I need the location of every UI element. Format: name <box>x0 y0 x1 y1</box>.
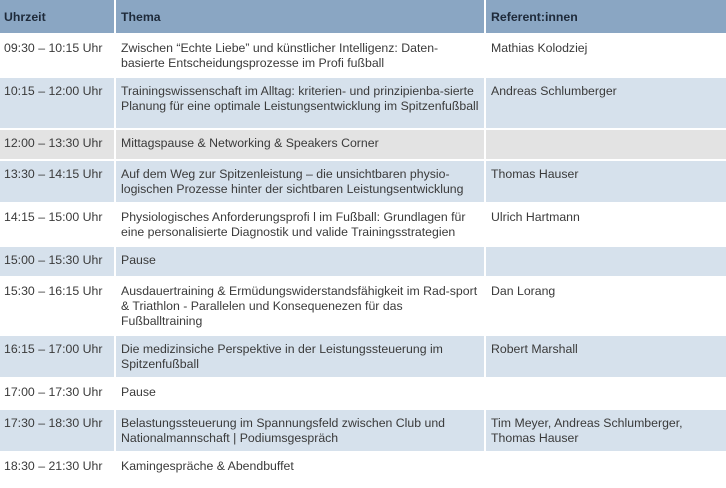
time-cell: 15:30 – 16:15 Uhr <box>0 278 116 336</box>
speaker-cell: Dan Lorang <box>486 278 726 336</box>
table-row <box>0 278 726 336</box>
speaker-cell: Thomas Hauser <box>486 161 726 204</box>
speaker-cell: Robert Marshall <box>486 336 726 379</box>
speaker-cell: Mathias Kolodziej <box>486 35 726 78</box>
topic-cell: Zwischen “Echte Liebe” und künstlicher Intelligenz: Daten-basierte Entscheidungsprozesse im Profi fußball <box>116 35 486 78</box>
topic-cell: Trainingswissenschaft im Alltag: kriterien- und prinzipienba-sierte Planung für eine optimale Leistungsentwicklung im Spitzenfußball <box>116 78 486 130</box>
table-body <box>0 35 726 484</box>
topic-cell: Auf dem Weg zur Spitzenleistung – die unsichtbaren physio-logischen Prozesse hinter der sichtbaren Leistungsentwicklung <box>116 161 486 204</box>
topic-cell: Physiologisches Anforderungsprofi l im Fußball: Grundlagen für eine personalisierte Diagnostik und valide Trainingsstrategien <box>116 204 486 247</box>
topic-cell: Ausdauertraining & Ermüdungswiderstandsfähigkeit im Rad-sport & Triathlon - Parallelen und Konsequenezen für das Fußballtraining <box>116 278 486 336</box>
time-cell: 17:00 – 17:30 Uhr <box>0 379 116 410</box>
speaker-cell <box>486 453 726 484</box>
table-row <box>0 379 726 410</box>
time-cell: 15:00 – 15:30 Uhr <box>0 247 116 278</box>
speaker-cell <box>486 379 726 410</box>
topic-cell: Mittagspause & Networking & Speakers Corner <box>116 130 486 161</box>
table-row <box>0 35 726 78</box>
time-cell: 14:15 – 15:00 Uhr <box>0 204 116 247</box>
topic-cell: Kamingespräche & Abendbuffet <box>116 453 486 484</box>
time-cell: 12:00 – 13:30 Uhr <box>0 130 116 161</box>
table-row <box>0 247 726 278</box>
table-row <box>0 161 726 204</box>
time-cell: 17:30 – 18:30 Uhr <box>0 410 116 453</box>
speaker-cell <box>486 247 726 278</box>
column-header-topic: Thema <box>116 0 486 35</box>
table-row <box>0 78 726 130</box>
time-cell: 16:15 – 17:00 Uhr <box>0 336 116 379</box>
table-header <box>0 0 726 35</box>
table-row <box>0 453 726 484</box>
header-row <box>0 0 726 35</box>
topic-cell: Die medizinsiche Perspektive in der Leistungssteuerung im Spitzenfußball <box>116 336 486 379</box>
time-cell: 10:15 – 12:00 Uhr <box>0 78 116 130</box>
speaker-cell <box>486 130 726 161</box>
time-cell: 13:30 – 14:15 Uhr <box>0 161 116 204</box>
table-row <box>0 204 726 247</box>
speaker-cell: Ulrich Hartmann <box>486 204 726 247</box>
column-header-time: Uhrzeit <box>0 0 116 35</box>
time-cell: 18:30 – 21:30 Uhr <box>0 453 116 484</box>
table-row <box>0 410 726 453</box>
topic-cell: Belastungssteuerung im Spannungsfeld zwischen Club und Nationalmannschaft | Podiumsgespräch <box>116 410 486 453</box>
column-header-speakers: Referent:innen <box>486 0 726 35</box>
time-cell: 09:30 – 10:15 Uhr <box>0 35 116 78</box>
speaker-cell: Andreas Schlumberger <box>486 78 726 130</box>
table-row <box>0 130 726 161</box>
speaker-cell: Tim Meyer, Andreas Schlumberger, Thomas Hauser <box>486 410 726 453</box>
table-row <box>0 336 726 379</box>
topic-cell: Pause <box>116 247 486 278</box>
topic-cell: Pause <box>116 379 486 410</box>
